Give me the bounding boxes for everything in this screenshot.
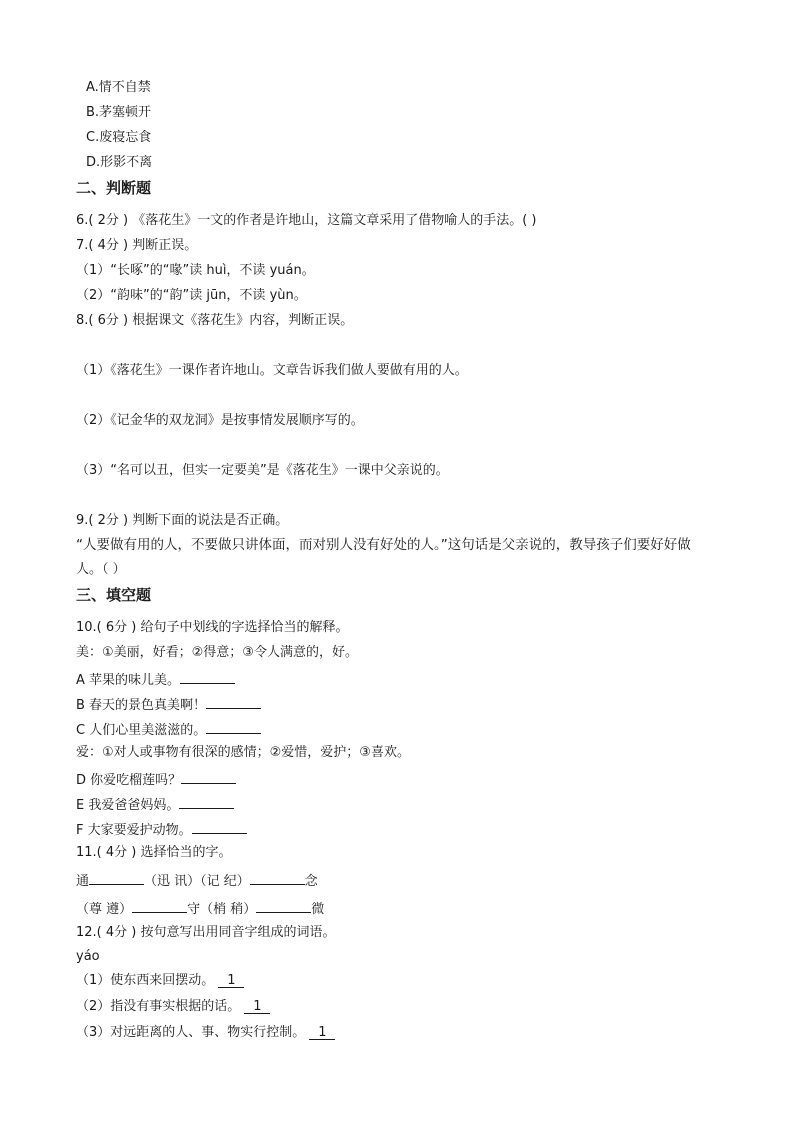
question-8-item-3: （3）“名可以丑，但实一定要美”是《落花生》一课中父亲说的。	[76, 463, 449, 478]
item-text: B 春天的景色真美啊！	[76, 698, 207, 713]
question-7-stem: 7.( 4分 ) 判断正误。	[76, 238, 198, 253]
option-b: B.茅塞顿开	[86, 105, 152, 120]
question-8-item-1: （1）《落花生》一课作者许地山。文章告诉我们做人要做有用的人。	[76, 363, 468, 378]
question-10-b	[76, 695, 261, 714]
row-text: 微	[311, 902, 325, 917]
option-c: C.废寝忘食	[86, 130, 152, 145]
section-heading-fill-in: 三、填空题	[76, 586, 152, 604]
question-12-item-3	[76, 1025, 335, 1041]
option-d: D.形影不离	[86, 155, 153, 170]
item-text: D 你爱吃榴莲吗？	[76, 773, 182, 788]
answer-blank[interactable]: 1	[218, 974, 244, 988]
question-10-f	[76, 820, 247, 839]
section-heading-judgement: 二、判断题	[76, 179, 152, 197]
row-text: 通	[76, 874, 90, 889]
question-10-mei-definitions: 美：①美丽，好看；②得意；③令人满意的，好。	[76, 645, 358, 660]
row-text: （尊 遵）	[76, 902, 133, 917]
answer-blank[interactable]	[132, 899, 187, 913]
row-text: （迅 讯）（记 纪）	[144, 874, 250, 889]
answer-blank[interactable]	[250, 871, 305, 885]
row-text: 念	[304, 874, 318, 889]
question-10-stem: 10.( 6分 ) 给句子中划线的字选择恰当的解释。	[76, 620, 349, 635]
question-8-stem: 8.( 6分 ) 根据课文《落花生》内容，判断正误。	[76, 313, 354, 328]
answer-blank[interactable]	[192, 820, 247, 834]
item-text: F 大家要爱护动物。	[76, 823, 192, 838]
answer-blank[interactable]: 1	[244, 1000, 270, 1014]
question-10-c	[76, 720, 261, 739]
question-10-ai-definitions: 爱：①对人或事物有很深的感情；②爱惜，爱护；③喜欢。	[76, 745, 410, 760]
question-12-stem: 12.( 4分 ) 按句意写出用同音字组成的词语。	[76, 925, 336, 940]
answer-blank[interactable]	[181, 770, 236, 784]
answer-blank[interactable]	[179, 795, 234, 809]
question-9-line-2: 人。（ ）	[76, 562, 126, 577]
question-10-d	[76, 770, 236, 789]
question-7-item-1: （1）“长啄”的“喙”读 huì，不读 yuán。	[76, 263, 315, 278]
item-text: A 苹果的味儿美。	[76, 673, 181, 688]
question-10-e	[76, 795, 234, 814]
question-11-stem: 11.( 4分 ) 选择恰当的字。	[76, 845, 232, 860]
question-12-item-1	[76, 973, 244, 989]
question-11-row-1	[76, 871, 318, 890]
item-text: （1）使东西来回摆动。	[76, 973, 215, 988]
question-8-item-2: （2）《记金华的双龙洞》是按事情发展顺序写的。	[76, 413, 364, 428]
question-12-item-2	[76, 999, 270, 1015]
question-7-item-2: （2）“韵味”的“韵”读 jūn，不读 yùn。	[76, 288, 307, 303]
answer-blank[interactable]	[206, 720, 261, 734]
answer-blank[interactable]	[206, 695, 261, 709]
question-11-row-2	[76, 899, 324, 918]
question-12-pinyin: yáo	[76, 949, 100, 964]
question-9-stem: 9.( 2分 ) 判断下面的说法是否正确。	[76, 513, 289, 528]
row-text: 守（梢 稍）	[187, 902, 257, 917]
item-text: C 人们心里美滋滋的。	[76, 723, 207, 738]
item-text: （3）对远距离的人、事、物实行控制。	[76, 1025, 306, 1040]
item-text: E 我爱爸爸妈妈。	[76, 798, 180, 813]
answer-blank[interactable]	[89, 871, 144, 885]
question-10-a	[76, 670, 235, 689]
answer-blank[interactable]	[256, 899, 311, 913]
question-9-line-1: “人要做有用的人，不要做只讲体面，而对别人没有好处的人。”这句话是父亲说的，教导孩子们要好好做	[76, 537, 691, 553]
answer-blank[interactable]	[180, 670, 235, 684]
option-a: A.情不自禁	[86, 80, 151, 95]
answer-blank[interactable]: 1	[309, 1026, 335, 1040]
item-text: （2）指没有事实根据的话。	[76, 999, 241, 1014]
question-6: 6.( 2分 ) 《落花生》一文的作者是许地山，这篇文章采用了借物喻人的手法。( )	[76, 213, 537, 228]
